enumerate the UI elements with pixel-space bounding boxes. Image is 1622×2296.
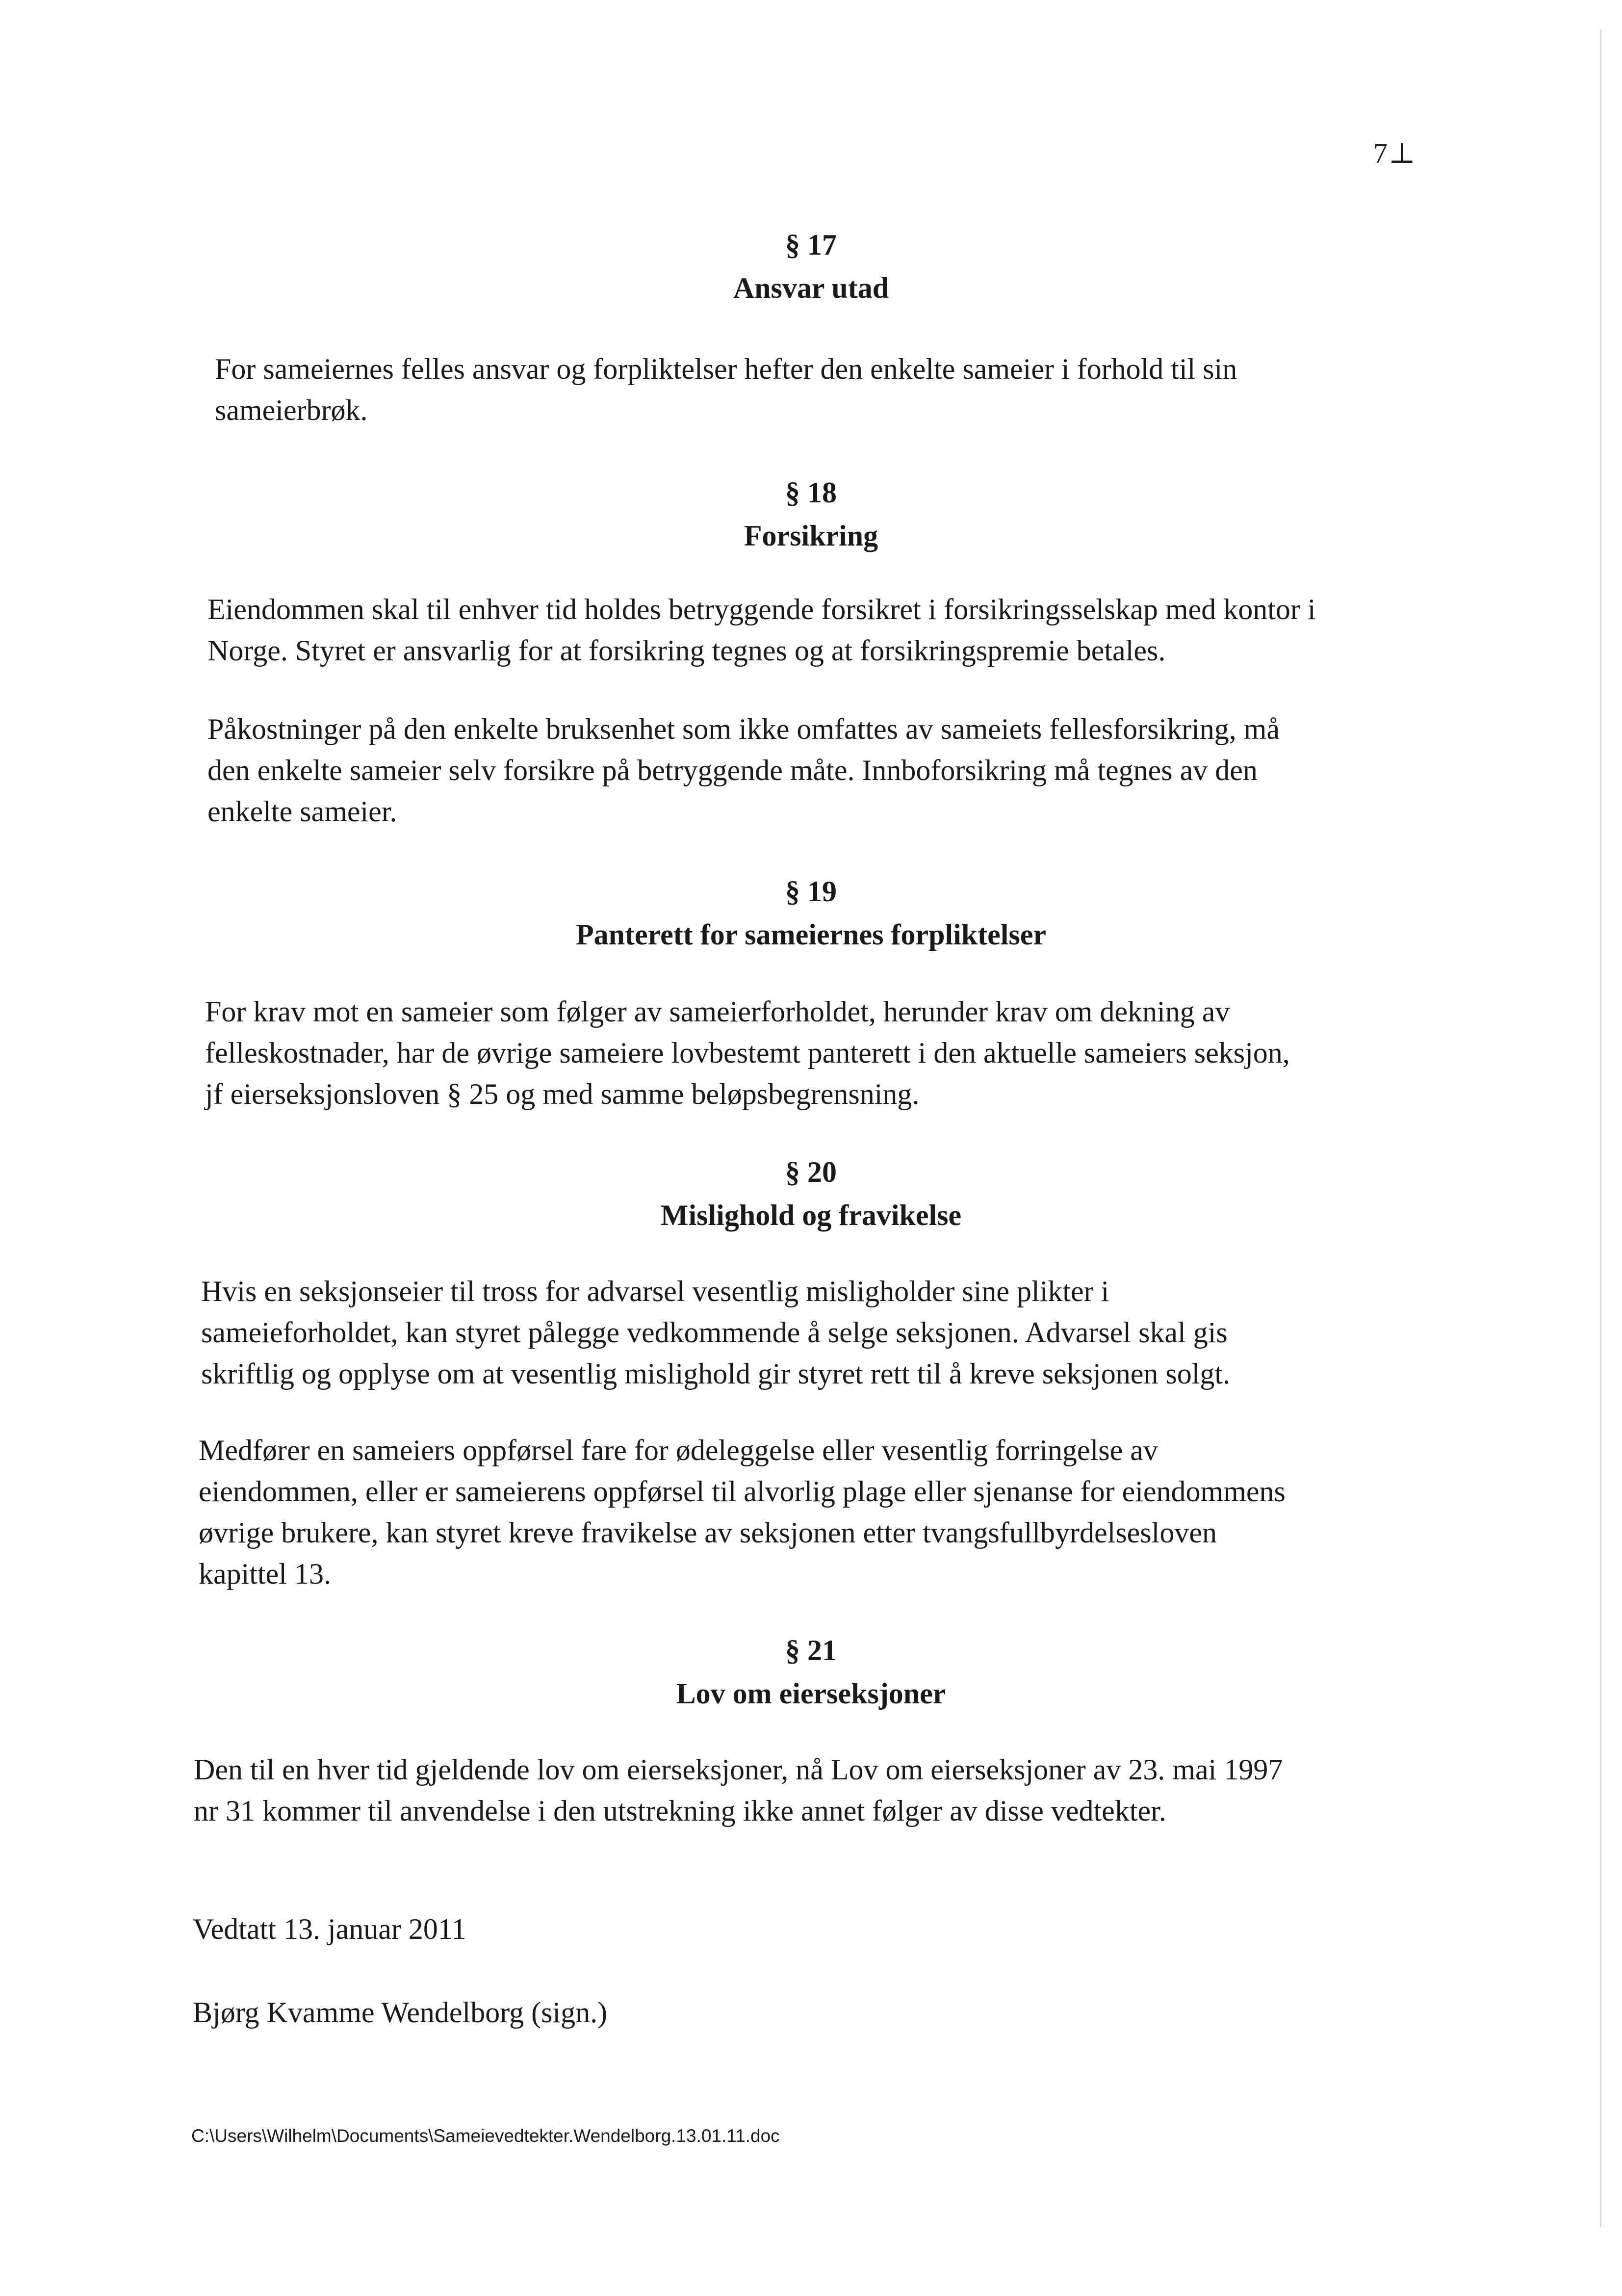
text-line: eiendommen, eller er sameierens oppførsel til alvorlig plage eller sjenanse for eiendommens bbox=[199, 1475, 1286, 1508]
text-line: skriftlig og opplyse om at vesentlig mislighold gir styret rett til å kreve seksjonen solgt. bbox=[201, 1357, 1231, 1390]
file-path: C:\Users\Wilhelm\Documents\Sameievedtekter.Wendelborg.13.01.11.doc bbox=[191, 2126, 780, 2146]
section-number: § 18 bbox=[785, 476, 837, 509]
section-19-paragraph-1 bbox=[205, 991, 1290, 1115]
text-line: nr 31 kommer til anvendelse i den utstrekning ikke annet følger av disse vedtekter. bbox=[194, 1795, 1166, 1827]
section-number: § 21 bbox=[785, 1634, 837, 1667]
section-number: § 20 bbox=[785, 1156, 837, 1188]
text-line: For sameiernes felles ansvar og forpliktelser hefter den enkelte sameier i forhold til sin bbox=[215, 353, 1237, 385]
section-20-heading bbox=[0, 1150, 1622, 1237]
text-line: For krav mot en sameier som følger av sameierforholdet, herunder krav om dekning av bbox=[205, 995, 1230, 1028]
section-18-paragraph-2 bbox=[207, 708, 1280, 832]
page-number: 7⊥ bbox=[1373, 137, 1416, 169]
text-line: sameierbrøk. bbox=[215, 394, 368, 426]
scan-edge-line bbox=[1600, 29, 1601, 2227]
text-line: enkelte sameier. bbox=[207, 795, 397, 828]
text-line: den enkelte sameier selv forsikre på betryggende måte. Innboforsikring må tegnes av den bbox=[207, 754, 1258, 786]
text-line: Den til en hver tid gjeldende lov om eierseksjoner, nå Lov om eierseksjoner av 23. mai 1997 bbox=[194, 1753, 1283, 1786]
section-number: § 19 bbox=[785, 875, 837, 908]
section-title: Forsikring bbox=[744, 520, 878, 552]
text-line: øvrige brukere, kan styret kreve fravikelse av seksjonen etter tvangsfullbyrdelsesloven bbox=[199, 1516, 1217, 1549]
section-title: Panterett for sameiernes forpliktelser bbox=[575, 918, 1047, 951]
section-18-heading bbox=[0, 471, 1622, 557]
section-21-heading bbox=[0, 1629, 1622, 1715]
section-17-paragraph-1 bbox=[215, 348, 1237, 431]
section-number: § 17 bbox=[785, 229, 837, 261]
text-line: jf eierseksjonsloven § 25 og med samme beløpsbegrensning. bbox=[205, 1078, 920, 1110]
section-18-paragraph-1 bbox=[207, 589, 1316, 671]
section-title: Lov om eierseksjoner bbox=[676, 1677, 946, 1710]
text-line: Hvis en seksjonseier til tross for advarsel vesentlig misligholder sine plikter i bbox=[201, 1275, 1109, 1307]
signature: Bjørg Kvamme Wendelborg (sign.) bbox=[193, 1996, 608, 2029]
section-17-heading bbox=[0, 223, 1622, 310]
adoption-date: Vedtatt 13. januar 2011 bbox=[193, 1913, 466, 1945]
text-line: Eiendommen skal til enhver tid holdes betryggende forsikret i forsikringsselskap med kontor i bbox=[207, 593, 1316, 626]
section-20-paragraph-1 bbox=[201, 1271, 1230, 1394]
section-title: Ansvar utad bbox=[733, 272, 889, 304]
text-line: Påkostninger på den enkelte bruksenhet som ikke omfattes av sameiets fellesforsikring, må bbox=[207, 713, 1280, 745]
text-line: sameieforholdet, kan styret pålegge vedkommende å selge seksjonen. Advarsel skal gis bbox=[201, 1316, 1228, 1349]
text-line: kapittel 13. bbox=[199, 1558, 331, 1590]
text-line: felleskostnader, har de øvrige sameiere lovbestemt panterett i den aktuelle sameiers seksjon, bbox=[205, 1037, 1290, 1069]
section-title: Mislighold og fravikelse bbox=[660, 1199, 962, 1231]
text-line: Norge. Styret er ansvarlig for at forsikring tegnes og at forsikringspremie betales. bbox=[207, 634, 1166, 667]
section-20-paragraph-2 bbox=[199, 1430, 1286, 1594]
section-21-paragraph-1 bbox=[194, 1749, 1283, 1831]
section-19-heading bbox=[0, 870, 1622, 956]
text-line: Medfører en sameiers oppførsel fare for ødeleggelse eller vesentlig forringelse av bbox=[199, 1434, 1158, 1466]
